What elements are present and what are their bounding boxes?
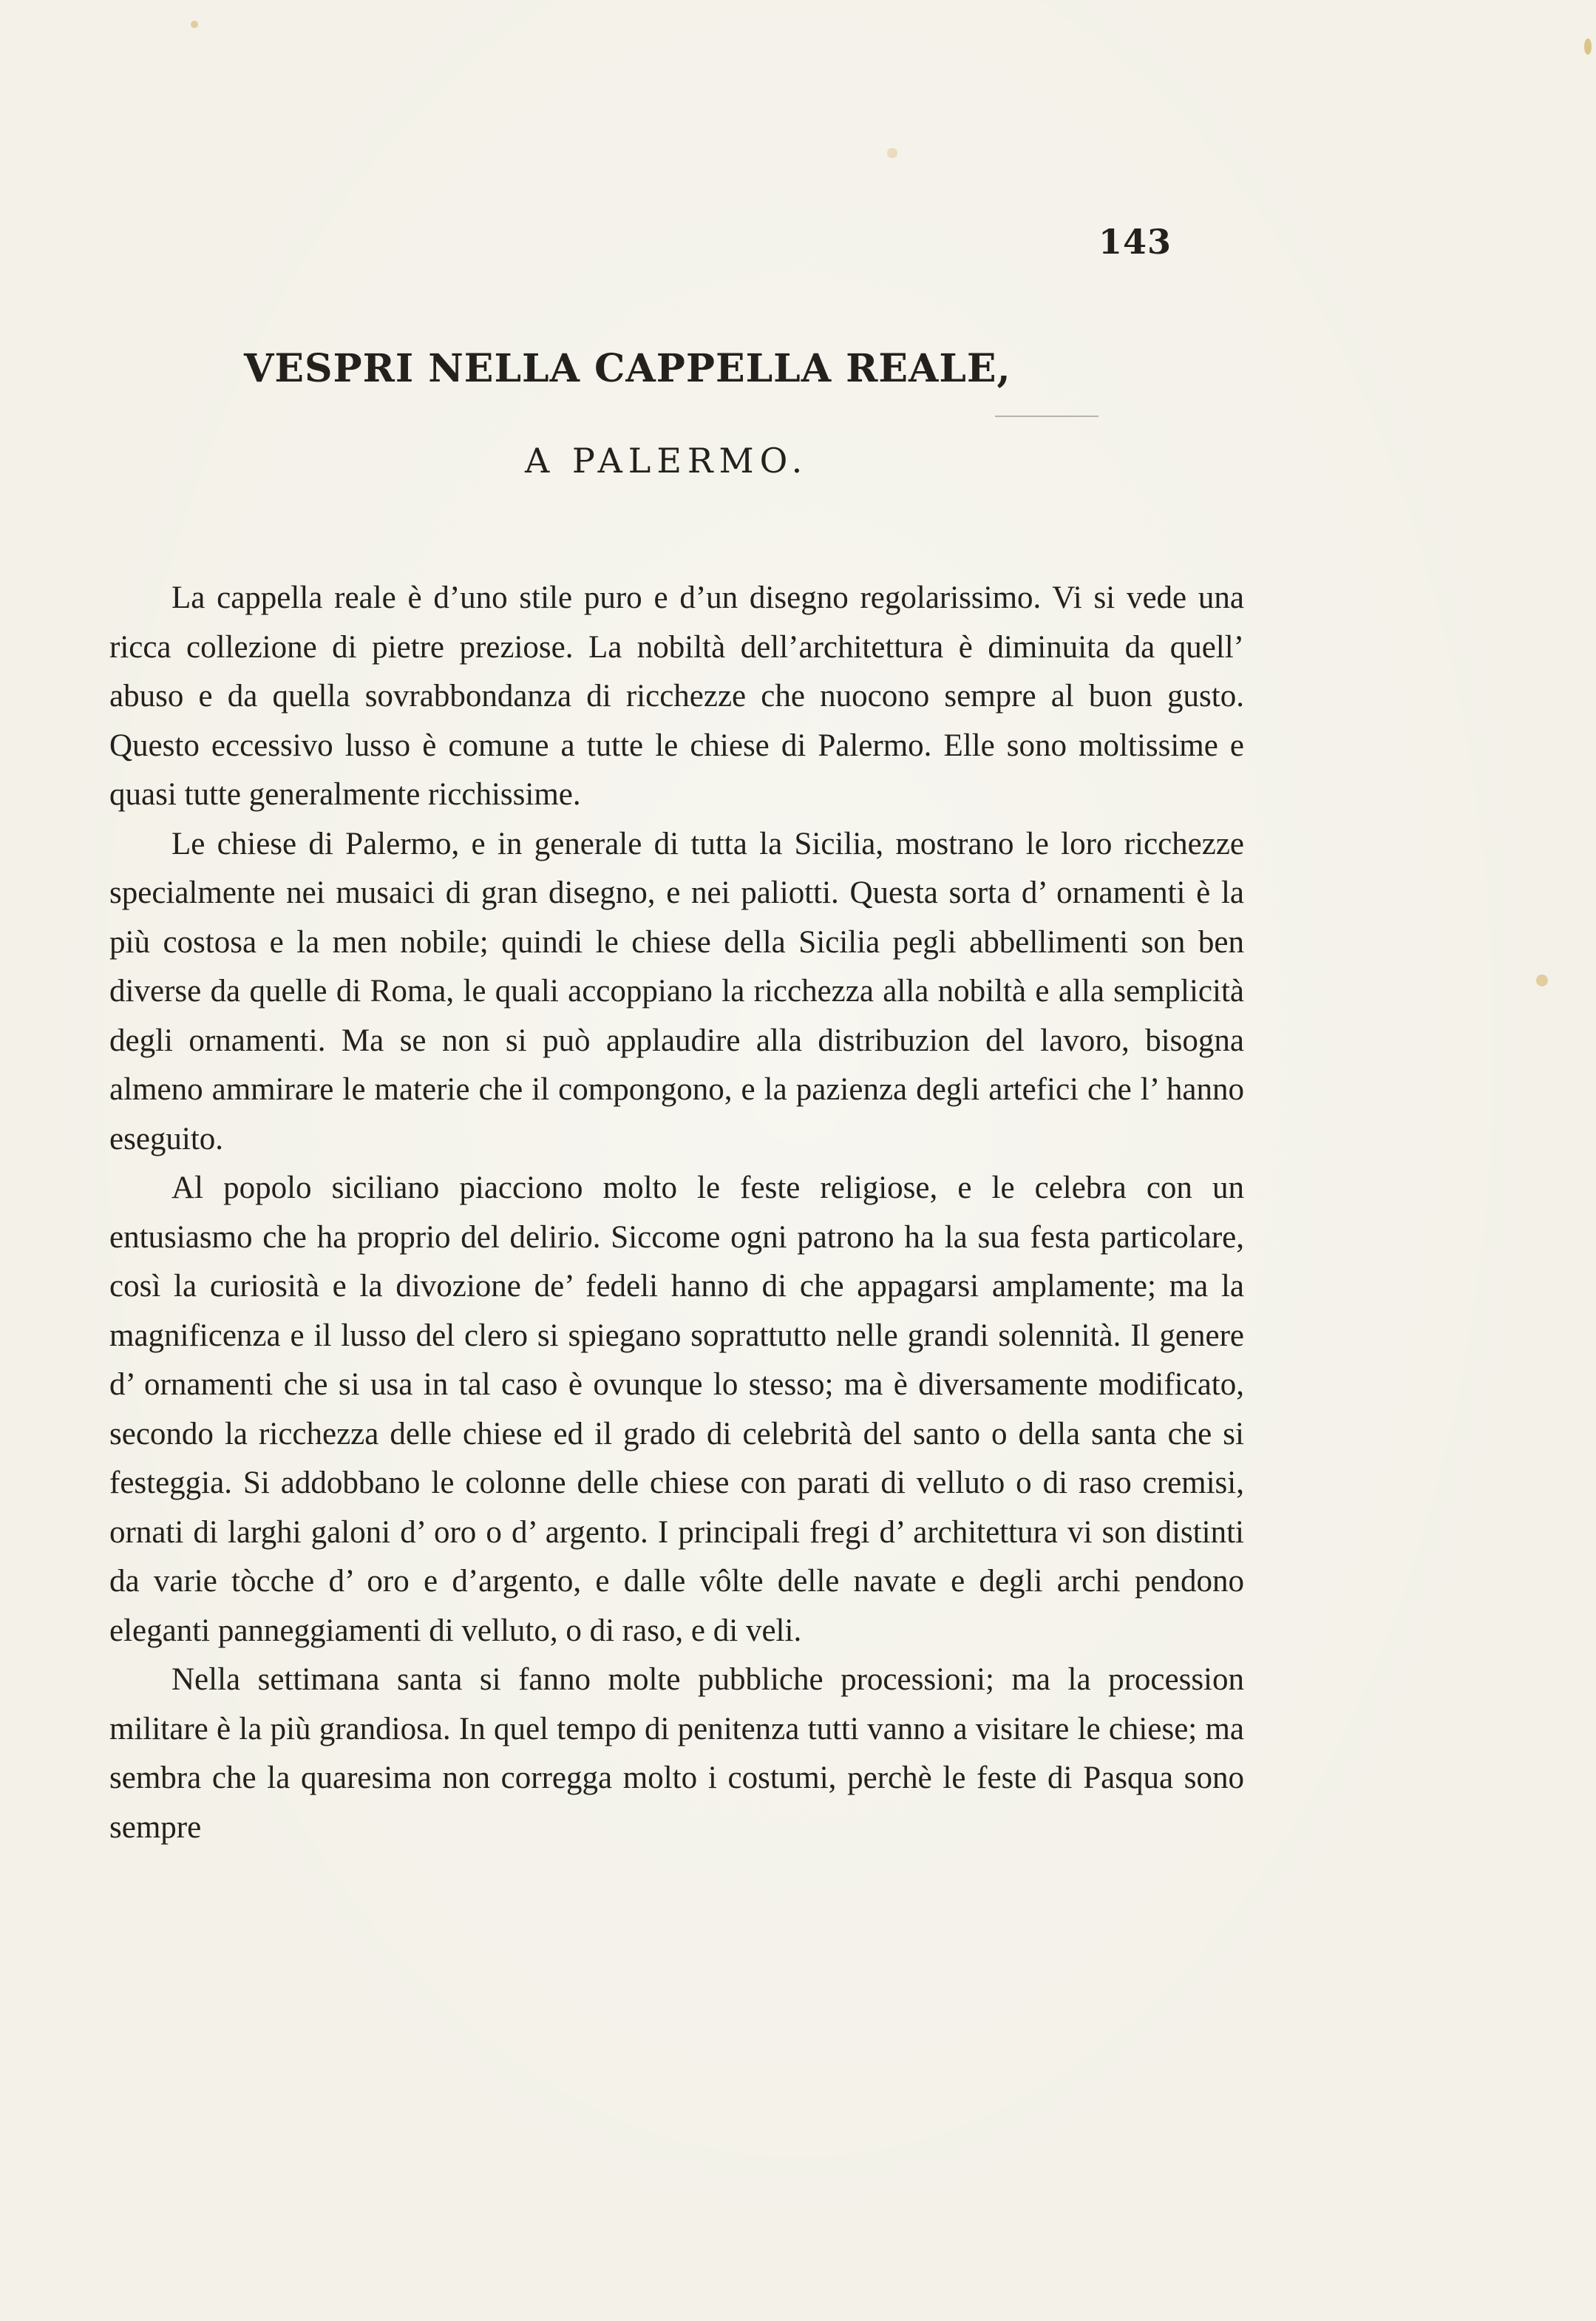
paper-speck bbox=[887, 148, 897, 158]
paper-speck bbox=[191, 21, 198, 28]
page-number: 143 bbox=[1098, 222, 1172, 262]
paragraph-3: Al popolo siciliano piacciono molto le feste religiose, e le celebra con un entusiasmo che ha proprio del delirio. Siccome ogni patrono ha la sua festa particolare, così la curiosità e la divozione de’ fedeli hanno di che appagarsi amplamente; ma la magnificenza e il lusso del clero si spiegano soprattutto nelle grandi solennità. Il genere d’ ornamenti che si usa in tal caso è ovunque lo stesso; ma è diversamente modificato, secondo la ricchezza delle chiese ed il grado di celebrità del santo o della santa che si festeggia. Si addobbano le colonne delle chiese con parati di velluto o di raso cremisi, ornati di larghi galoni d’ oro o d’ argento. I principali fregi d’ architettura vi son distinti da varie tòcche d’ oro e d’argento, e dalle vôlte delle navate e degli archi pendono eleganti panneggiamenti di velluto, o di raso, e di veli. bbox=[109, 1170, 1244, 1648]
paper-speck bbox=[1536, 975, 1548, 986]
paragraph-1: La cappella reale è d’uno stile puro e d’un disegno regolarissimo. Vi si vede una ricca collezione di pietre preziose. La nobiltà dell’architettura è diminuita da quell’ abuso e da quella sovrabbondanza di ricchezze che nuocono sempre al buon gusto. Questo eccessivo lusso è comune a tutte le chiese di Palermo. Elle sono moltissime e quasi tutte generalmente ricchissime. bbox=[109, 580, 1244, 812]
chapter-subtitle: A PALERMO. bbox=[525, 441, 809, 481]
chapter-title: VESPRI NELLA CAPPELLA REALE, bbox=[244, 346, 1011, 391]
body-text bbox=[109, 574, 1244, 1852]
paragraph-4: Nella settimana santa si fanno molte pubbliche processioni; ma la procession militare è la più grandiosa. In quel tempo di penitenza tutti vanno a visitare le chiese; ma sembra che la quaresima non corregga molto i costumi, perchè le feste di Pasqua sono sempre bbox=[109, 1662, 1244, 1845]
paper-speck bbox=[1584, 38, 1592, 55]
paragraph-2: Le chiese di Palermo, e in generale di tutta la Sicilia, mostrano le loro ricchezze specialmente nei musaici di gran disegno, e nei paliotti. Questa sorta d’ ornamenti è la più costosa e la men nobile; quindi le chiese della Sicilia pegli abbellimenti son ben diverse da quelle di Roma, le quali accoppiano la ricchezza alla nobiltà e alla semplicità degli ornamenti. Ma se non si può applaudire alla distribuzion del lavoro, bisogna almeno ammirare le materie che il compongono, e la pazienza degli artefici che l’ hanno eseguito. bbox=[109, 826, 1244, 1156]
decorative-rule bbox=[995, 416, 1098, 417]
